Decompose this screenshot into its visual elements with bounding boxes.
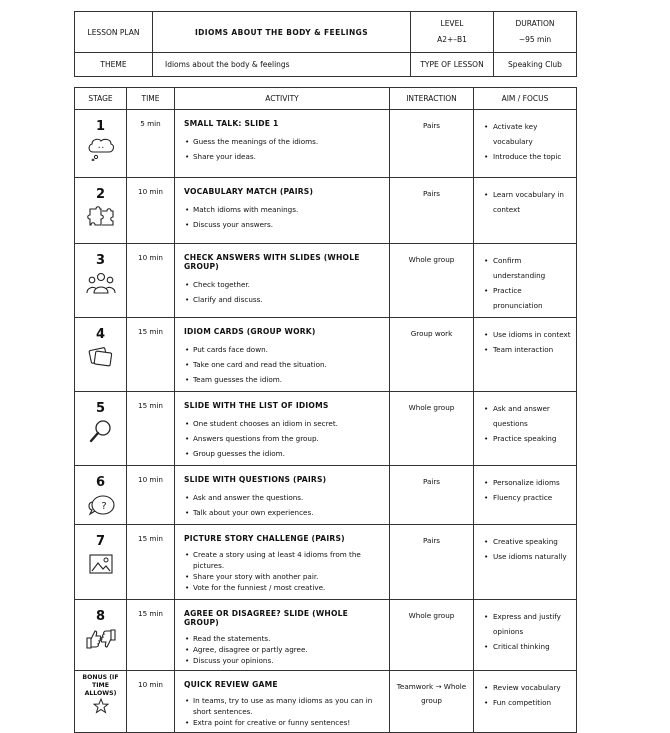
- stage-row: [75, 244, 577, 318]
- activity-step: • Discuss your answers.: [184, 217, 381, 232]
- stage-row: [75, 178, 577, 244]
- activity-title: CHECK ANSWERS WITH SLIDES (WHOLE GROUP): [184, 253, 360, 271]
- aim-cell: [474, 244, 577, 318]
- time-cell: 15 min: [127, 600, 175, 671]
- activity-step: • Discuss your opinions.: [184, 655, 381, 666]
- aim-item: • Personalize idioms: [484, 475, 572, 490]
- activity-step: • Extra point for creative or funny sentences!: [184, 717, 381, 728]
- activity-step: • Take one card and read the situation.: [184, 357, 381, 372]
- aim-cell: [474, 318, 577, 392]
- stage-cell: [75, 110, 127, 178]
- aim-item: • Review vocabulary: [484, 680, 572, 695]
- activity-step: • Agree, disagree or partly agree.: [184, 644, 381, 655]
- aim-list: [484, 475, 572, 505]
- time-cell: 15 min: [127, 525, 175, 600]
- interaction-cell: Pairs: [390, 110, 474, 178]
- activity-cell: [175, 110, 390, 178]
- stage-cell: [75, 671, 127, 733]
- level-label: LEVEL: [440, 19, 464, 28]
- magnifier-icon: [88, 419, 114, 443]
- aim-item: • Fun competition: [484, 695, 572, 710]
- picture-icon: [87, 552, 115, 576]
- activity-step: • Share your story with another pair.: [184, 571, 381, 582]
- activity-steps: [184, 633, 381, 666]
- activity-title: SLIDE WITH THE LIST OF IDIOMS: [184, 401, 329, 410]
- svg-text:• •: • •: [97, 145, 104, 150]
- activity-cell: [175, 466, 390, 525]
- activity-step: • Check together.: [184, 277, 381, 292]
- activity-step: • In teams, try to use as many idioms as you can in short sentences.: [184, 695, 381, 717]
- time-cell: 15 min: [127, 392, 175, 466]
- activity-steps: [184, 202, 381, 232]
- activity-steps: [184, 277, 381, 307]
- activity-steps: [184, 490, 381, 520]
- activity-title: SMALL TALK: SLIDE 1: [184, 119, 279, 128]
- col-time: TIME: [127, 88, 175, 110]
- stage-cell: [75, 244, 127, 318]
- theme-label: THEME: [75, 53, 153, 77]
- stage-cell: [75, 466, 127, 525]
- activity-step: • Answers questions from the group.: [184, 431, 381, 446]
- stage-number: 2: [95, 187, 106, 202]
- interaction-cell: Pairs: [390, 178, 474, 244]
- activity-step: • Read the statements.: [184, 633, 381, 644]
- activity-title: PICTURE STORY CHALLENGE (PAIRS): [184, 534, 345, 543]
- interaction-cell: Pairs: [390, 525, 474, 600]
- interaction-cell: Pairs: [390, 466, 474, 525]
- aim-cell: [474, 392, 577, 466]
- stage-number: 5: [95, 401, 106, 416]
- lesson-plan-table: [74, 87, 577, 733]
- activity-step: • Group guesses the idiom.: [184, 446, 381, 461]
- activity-title: IDIOM CARDS (GROUP WORK): [184, 327, 316, 336]
- theme-value: Idioms about the body & feelings: [153, 53, 411, 77]
- activity-step: • Create a story using at least 4 idioms from the pictures.: [184, 549, 381, 571]
- activity-cell: [175, 525, 390, 600]
- aim-item: • Express and justify opinions: [484, 609, 572, 639]
- aim-item: • Learn vocabulary in context: [484, 187, 572, 217]
- question-bubble-icon: [86, 493, 116, 517]
- stage-number: 7: [95, 534, 106, 549]
- col-stage: STAGE: [75, 88, 127, 110]
- stage-row: [75, 671, 577, 733]
- lesson-plan-label: LESSON PLAN: [75, 12, 153, 53]
- stage-row: [75, 318, 577, 392]
- activity-cell: [175, 178, 390, 244]
- activity-steps: [184, 549, 381, 593]
- cards-icon: [86, 345, 116, 369]
- interaction-cell: Teamwork → Whole group: [390, 671, 474, 733]
- stage-number: 3: [95, 253, 106, 268]
- stage-row: [75, 525, 577, 600]
- aim-item: • Use idioms in context: [484, 327, 572, 342]
- aim-item: • Ask and answer questions: [484, 401, 572, 431]
- aim-cell: [474, 600, 577, 671]
- stage-row: [75, 466, 577, 525]
- activity-title: QUICK REVIEW GAME: [184, 680, 278, 689]
- activity-step: • Talk about your own experiences.: [184, 505, 381, 520]
- page-title: IDIOMS ABOUT THE BODY & FEELINGS: [153, 12, 411, 53]
- stage-number: 1: [95, 119, 106, 134]
- aim-list: [484, 187, 572, 217]
- activity-steps: [184, 342, 381, 387]
- activity-step: • Put cards face down.: [184, 342, 381, 357]
- speech-bubble-icon: [87, 137, 115, 161]
- stage-number: BONUS (IF TIME ALLOWS): [82, 674, 119, 697]
- activity-cell: [175, 392, 390, 466]
- stage-cell: [75, 178, 127, 244]
- col-aim: AIM / FOCUS: [474, 88, 577, 110]
- activity-step: • Share your ideas.: [184, 149, 381, 164]
- aim-item: • Fluency practice: [484, 490, 572, 505]
- aim-list: [484, 609, 572, 654]
- star-icon: [93, 698, 109, 714]
- activity-title: SLIDE WITH QUESTIONS (PAIRS): [184, 475, 327, 484]
- aim-item: • Practice speaking: [484, 431, 572, 446]
- aim-list: [484, 119, 572, 164]
- aim-item: • Critical thinking: [484, 639, 572, 654]
- stage-cell: [75, 525, 127, 600]
- stage-row: [75, 392, 577, 466]
- activity-step: • Vote for the funniest / most creative.: [184, 582, 381, 593]
- activity-cell: [175, 671, 390, 733]
- time-cell: 10 min: [127, 466, 175, 525]
- level-value: A2+–B1: [437, 35, 467, 44]
- header-table: [74, 11, 577, 77]
- aim-list: [484, 401, 572, 446]
- thumbs-icon: [85, 627, 117, 651]
- aim-item: • Use idioms naturally: [484, 549, 572, 564]
- aim-list: [484, 327, 572, 357]
- stage-number: 8: [95, 609, 106, 624]
- duration-label: DURATION: [515, 19, 555, 28]
- activity-step: • One student chooses an idiom in secret.: [184, 416, 381, 431]
- activity-steps: [184, 416, 381, 461]
- activity-title: AGREE OR DISAGREE? SLIDE (WHOLE GROUP): [184, 609, 349, 627]
- stage-cell: [75, 392, 127, 466]
- activity-step: • Match idioms with meanings.: [184, 202, 381, 217]
- aim-item: • Activate key vocabulary: [484, 119, 572, 149]
- aim-list: [484, 253, 572, 313]
- aim-cell: [474, 110, 577, 178]
- stage-row: [75, 110, 577, 178]
- time-cell: 10 min: [127, 244, 175, 318]
- aim-item: • Introduce the topic: [484, 149, 572, 164]
- stage-cell: [75, 600, 127, 671]
- interaction-cell: Group work: [390, 318, 474, 392]
- aim-list: [484, 534, 572, 564]
- interaction-cell: Whole group: [390, 392, 474, 466]
- type-value: Speaking Club: [494, 53, 577, 77]
- activity-step: • Ask and answer the questions.: [184, 490, 381, 505]
- time-cell: 5 min: [127, 110, 175, 178]
- puzzle-icon: [87, 205, 115, 229]
- duration-value: ~95 min: [518, 35, 552, 44]
- aim-item: • Creative speaking: [484, 534, 572, 549]
- aim-cell: [474, 466, 577, 525]
- aim-cell: [474, 525, 577, 600]
- aim-cell: [474, 671, 577, 733]
- aim-item: • Practice pronunciation: [484, 283, 572, 313]
- stage-number: 4: [95, 327, 106, 342]
- aim-cell: [474, 178, 577, 244]
- activity-cell: [175, 318, 390, 392]
- stage-cell: [75, 318, 127, 392]
- activity-steps: [184, 134, 381, 164]
- time-cell: 15 min: [127, 318, 175, 392]
- time-cell: 10 min: [127, 178, 175, 244]
- stage-number: 6: [95, 475, 106, 490]
- stage-row: [75, 600, 577, 671]
- svg-text:?: ?: [100, 501, 107, 512]
- interaction-cell: Whole group: [390, 600, 474, 671]
- col-interaction: INTERACTION: [390, 88, 474, 110]
- aim-item: • Confirm understanding: [484, 253, 572, 283]
- group-icon: [86, 271, 116, 295]
- activity-title: VOCABULARY MATCH (PAIRS): [184, 187, 314, 196]
- activity-step: • Clarify and discuss.: [184, 292, 381, 307]
- activity-cell: [175, 244, 390, 318]
- activity-step: • Team guesses the idiom.: [184, 372, 381, 387]
- time-cell: 10 min: [127, 671, 175, 733]
- level-cell: [411, 12, 494, 53]
- type-label: TYPE OF LESSON: [411, 53, 494, 77]
- aim-item: • Team interaction: [484, 342, 572, 357]
- activity-step: • Guess the meanings of the idioms.: [184, 134, 381, 149]
- activity-steps: [184, 695, 381, 728]
- col-activity: ACTIVITY: [175, 88, 390, 110]
- activity-cell: [175, 600, 390, 671]
- interaction-cell: Whole group: [390, 244, 474, 318]
- duration-cell: [494, 12, 577, 53]
